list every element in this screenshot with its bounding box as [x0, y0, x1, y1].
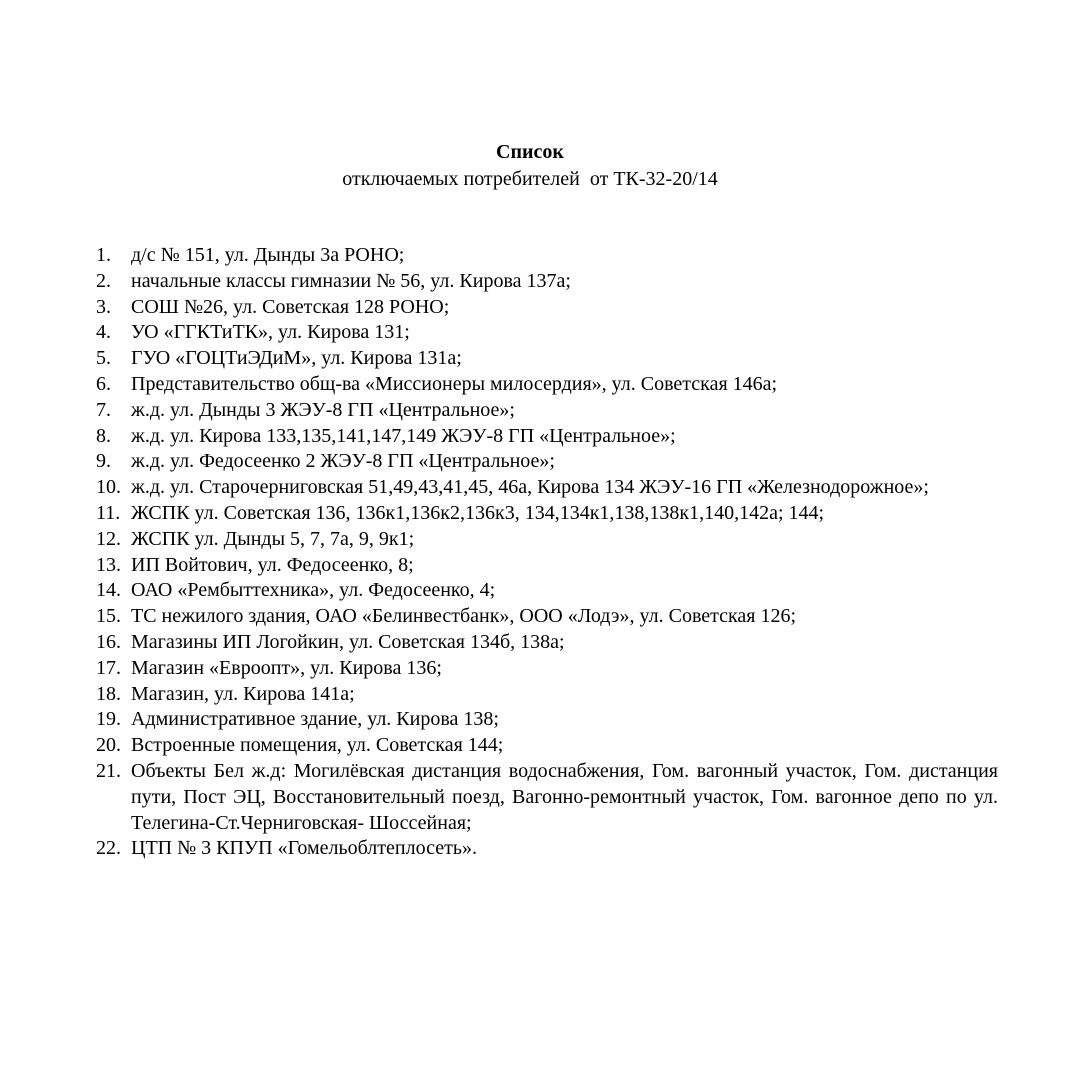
list-item-number: 15. — [96, 605, 121, 628]
list-item-text: ТС нежилого здания, ОАО «Белинвестбанк», ООО «Лодэ», ул. Советская 126; — [131, 605, 797, 628]
list-item-number: 20. — [96, 734, 121, 757]
list-item-text: ГУО «ГОЦТиЭДиМ», ул. Кирова 131а; — [131, 347, 462, 370]
list-item — [96, 269, 998, 295]
list-item — [96, 707, 998, 733]
list-item — [96, 449, 998, 475]
list-item-text: ЦТП № 3 КПУП «Гомельоблтеплосеть». — [131, 837, 477, 860]
list-item-text: ОАО «Рембыттехника», ул. Федосеенко, 4; — [131, 579, 496, 602]
document-subtitle: отключаемых потребителей от ТК-32-20/14 — [342, 168, 718, 190]
list-item-number: 10. — [96, 476, 121, 499]
list-item — [96, 475, 998, 501]
list-item-text: ЖСПК ул. Советская 136, 136к1,136к2,136к3, 134,134к1,138,138к1,140,142а; 144; — [131, 501, 825, 524]
list-item-number: 5. — [96, 347, 111, 370]
list-item — [96, 398, 998, 424]
consumer-list — [96, 243, 998, 862]
list-item — [96, 320, 998, 346]
list-item-text: Магазин, ул. Кирова 141а; — [131, 682, 355, 705]
list-item-number: 19. — [96, 708, 121, 731]
list-item — [96, 656, 998, 682]
list-item-number: 17. — [96, 656, 121, 679]
list-item-text: ЖСПК ул. Дынды 5, 7, 7а, 9, 9к1; — [131, 527, 415, 550]
list-item — [96, 682, 998, 708]
list-item — [96, 604, 998, 630]
list-item-number: 4. — [96, 321, 111, 344]
list-item — [96, 501, 998, 527]
list-item-text: Представительство общ-ва «Миссионеры милосердия», ул. Советская 146а; — [131, 372, 778, 395]
list-item — [96, 372, 998, 398]
list-item-number: 6. — [96, 372, 111, 395]
list-item-number: 12. — [96, 527, 121, 550]
list-item — [96, 759, 998, 836]
list-item-number: 1. — [96, 244, 111, 266]
list-item-text: ИП Войтович, ул. Федосеенко, 8; — [131, 553, 414, 576]
list-item-number: 18. — [96, 682, 121, 705]
list-item-text: начальные классы гимназии № 56, ул. Кирова 137а; — [131, 269, 571, 292]
list-item-text: ж.д. ул. Дынды 3 ЖЭУ-8 ГП «Центральное»; — [131, 398, 515, 421]
list-item-number: 13. — [96, 553, 121, 576]
list-item — [96, 527, 998, 553]
list-item-text: Магазин «Евроопт», ул. Кирова 136; — [131, 656, 442, 679]
list-item — [96, 295, 998, 321]
list-item-number: 21. — [96, 759, 121, 782]
list-item-text: СОШ №26, ул. Советская 128 РОНО; — [131, 295, 450, 318]
list-item-number: 9. — [96, 450, 111, 473]
list-item — [96, 733, 998, 759]
list-item — [96, 553, 998, 579]
document-title: Список — [496, 141, 564, 163]
list-item-number: 2. — [96, 269, 111, 292]
list-item-number: 3. — [96, 295, 111, 318]
list-item — [96, 578, 998, 604]
list-item-number: 11. — [96, 501, 121, 524]
list-item — [96, 836, 998, 862]
list-item-text: ж.д. ул. Кирова 133,135,141,147,149 ЖЭУ-8 ГП «Центральное»; — [131, 424, 676, 447]
list-item — [96, 424, 998, 450]
list-item-text: ж.д. ул. Федосеенко 2 ЖЭУ-8 ГП «Центральное»; — [131, 450, 555, 473]
list-item — [96, 346, 998, 372]
list-item-number: 16. — [96, 630, 121, 653]
list-item-text: д/с № 151, ул. Дынды 3а РОНО; — [131, 244, 405, 266]
list-item-text: Объекты Бел ж.д: Могилёвская дистанция водоснабжения, Гом. вагонный участок, Гом. дистанция пути, Пост ЭЦ, Восстановительный поезд, Вагонно-ремонтный участок, Гом. вагонное депо по ул. Телегина-Ст.Черниговская- Шоссейная; — [131, 759, 998, 834]
list-item-number: 22. — [96, 837, 121, 860]
list-item — [96, 243, 998, 269]
list-item-text: УО «ГГКТиТК», ул. Кирова 131; — [131, 321, 410, 344]
list-item-text: Магазины ИП Логойкин, ул. Советская 134б, 138а; — [131, 630, 565, 653]
list-item-number: 8. — [96, 424, 111, 447]
list-item-text: Административное здание, ул. Кирова 138; — [131, 708, 499, 731]
list-item — [96, 630, 998, 656]
list-item-number: 14. — [96, 579, 121, 602]
list-item-text: Встроенные помещения, ул. Советская 144; — [131, 734, 504, 757]
list-item-number: 7. — [96, 398, 111, 421]
list-item-text: ж.д. ул. Старочерниговская 51,49,43,41,45, 46а, Кирова 134 ЖЭУ-16 ГП «Железнодорожное»; — [131, 476, 929, 499]
